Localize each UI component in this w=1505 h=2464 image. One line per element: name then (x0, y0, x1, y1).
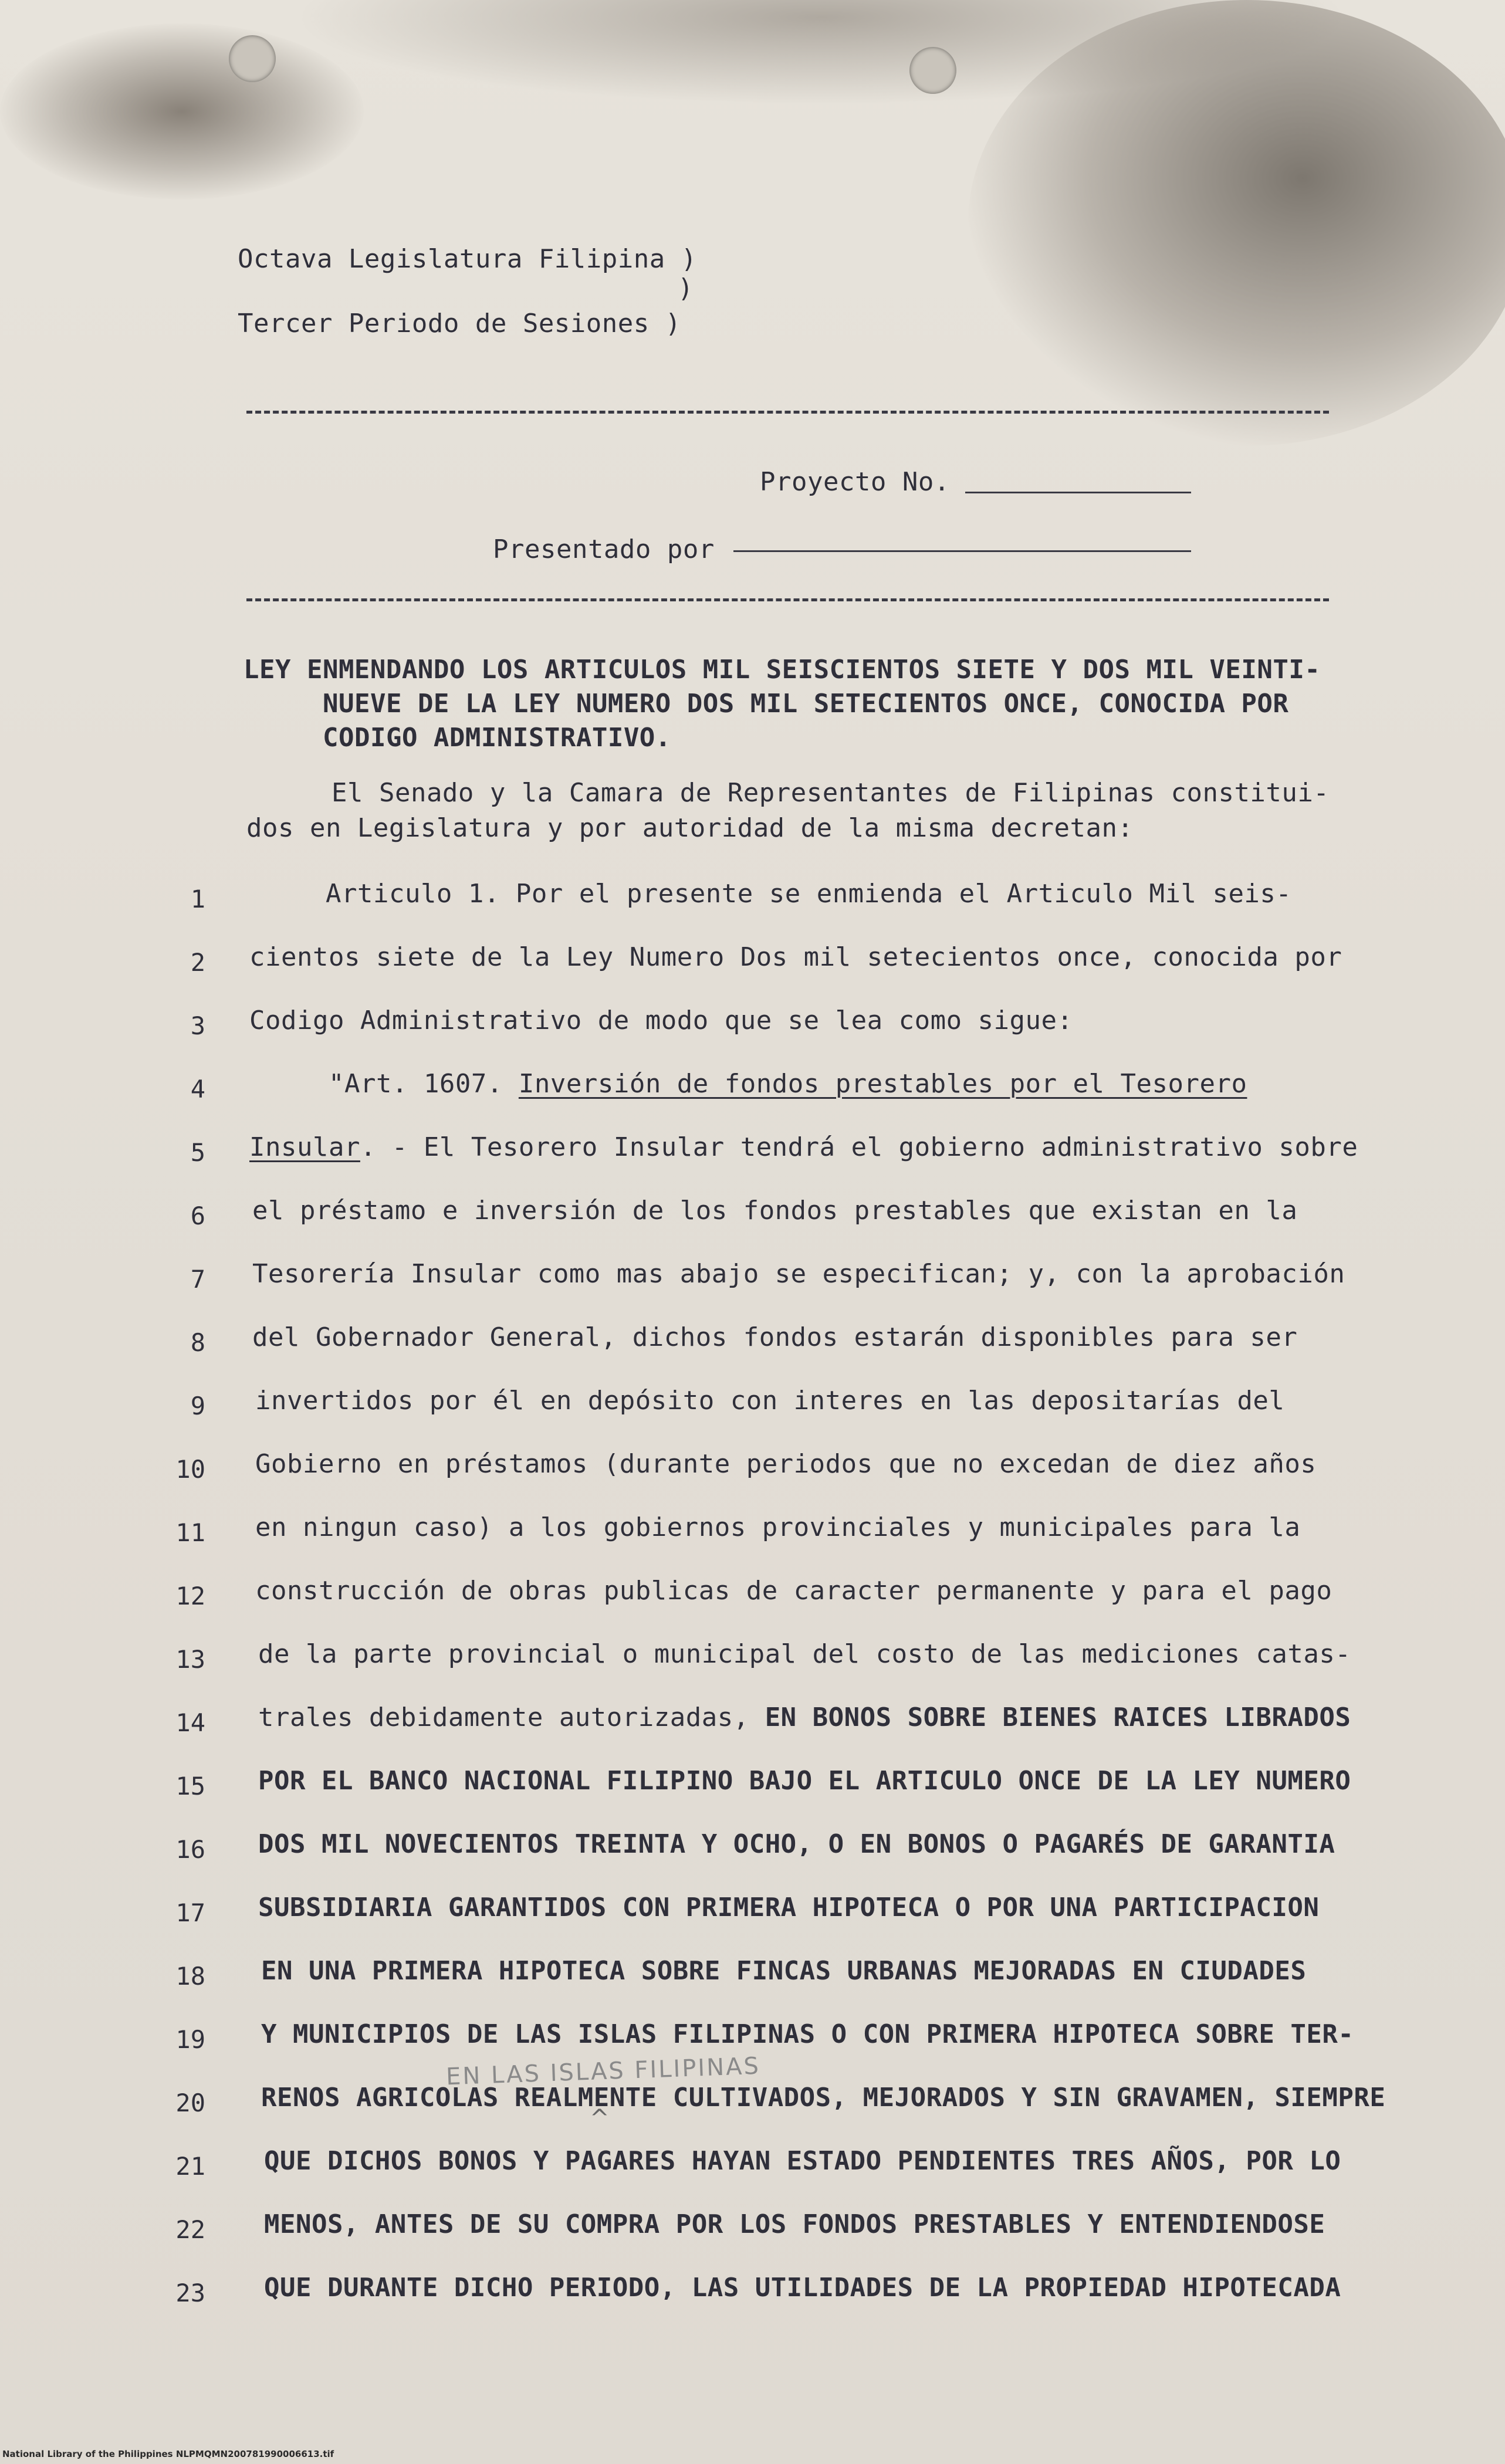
body-line: el préstamo e inversión de los fondos prestables que existan en la (252, 1196, 1298, 1226)
line-number: 6 (190, 1201, 205, 1230)
body-line: del Gobernador General, dichos fondos estarán disponibles para ser (252, 1322, 1298, 1352)
bill-title-line: CODIGO ADMINISTRATIVO. (323, 723, 671, 753)
legislature-name: Octava Legislatura Filipina ) (238, 244, 697, 274)
punch-hole (229, 35, 276, 82)
line-number: 8 (190, 1328, 205, 1357)
line-number: 9 (190, 1392, 205, 1420)
body-line (329, 1071, 1247, 1097)
line-number: 22 (175, 2215, 205, 2244)
line-number: 5 (190, 1138, 205, 1167)
line-number: 16 (175, 1835, 205, 1864)
line-number: 1 (190, 885, 205, 913)
water-stain (0, 23, 364, 199)
body-text: . - El Tesorero Insular tendrá el gobierno administrativo sobre (360, 1132, 1358, 1162)
insertion-caret: ^ (590, 2105, 610, 2132)
article-heading: Inversión de fondos prestables por el Tesorero (518, 1069, 1247, 1099)
line-number: 13 (175, 1645, 205, 1674)
punch-hole (909, 47, 956, 94)
line-number: 12 (175, 1582, 205, 1610)
line-number: 11 (175, 1518, 205, 1547)
amendment-line: POR EL BANCO NACIONAL FILIPINO BAJO EL ARTICULO ONCE DE LA LEY NUMERO (258, 1766, 1351, 1796)
proyecto-label: Proyecto No. (760, 467, 950, 497)
amendment-line: SUBSIDIARIA GARANTIDOS CON PRIMERA HIPOTECA O POR UNA PARTICIPACION (258, 1893, 1320, 1923)
amendment-line: RENOS AGRICOLAS REALMENTE CULTIVADOS, MEJORADOS Y SIN GRAVAMEN, SIEMPRE (261, 2083, 1386, 2113)
amendment-line: QUE DICHOS BONOS Y PAGARES HAYAN ESTADO PENDIENTES TRES AÑOS, POR LO (264, 2146, 1341, 2176)
proyecto-blank-line (965, 492, 1191, 493)
line-number: 14 (175, 1708, 205, 1737)
line-number: 4 (190, 1075, 205, 1104)
header-bracket: ) (678, 273, 694, 303)
body-line: Gobierno en préstamos (durante periodos que no excedan de diez años (255, 1449, 1317, 1479)
line-number: 17 (175, 1898, 205, 1927)
line-number: 20 (175, 2089, 205, 2117)
bill-title-line: NUEVE DE LA LEY NUMERO DOS MIL SETECIENTOS ONCE, CONOCIDA POR (323, 689, 1289, 719)
body-line: en ningun caso) a los gobiernos provinciales y municipales para la (255, 1512, 1301, 1542)
bill-title-line: LEY ENMENDANDO LOS ARTICULOS MIL SEISCIENTOS SIETE Y DOS MIL VEINTI- (243, 655, 1321, 685)
line-number: 7 (190, 1265, 205, 1294)
body-line: Articulo 1. Por el presente se enmienda el Articulo Mil seis- (326, 879, 1292, 909)
line-number: 18 (175, 1962, 205, 1991)
line-number: 21 (175, 2152, 205, 2181)
line-number: 15 (175, 1772, 205, 1800)
archive-footer: National Library of the Philippines NLPMQMN200781990006613.tif (2, 2449, 334, 2459)
article-heading: Insular (249, 1132, 360, 1162)
water-stain (293, 0, 1350, 106)
body-line (258, 1705, 1351, 1731)
amendment-line: EN UNA PRIMERA HIPOTECA SOBRE FINCAS URBANAS MEJORADAS EN CIUDADES (261, 1956, 1307, 1986)
water-stain (968, 0, 1505, 446)
article-number: "Art. 1607. (329, 1069, 519, 1099)
line-number: 23 (175, 2279, 205, 2307)
body-text: trales debidamente autorizadas, (258, 1703, 749, 1732)
line-number: 19 (175, 2025, 205, 2054)
body-line: Codigo Administrativo de modo que se lea como sigue: (249, 1006, 1073, 1035)
session-period: Tercer Periodo de Sesiones ) (238, 309, 681, 339)
body-line (249, 1132, 1358, 1162)
enacting-clause-line: El Senado y la Camara de Representantes de Filipinas constitui- (332, 778, 1330, 808)
handwritten-insertion: EN LAS ISLAS FILIPINAS (445, 2052, 761, 2091)
line-number: 2 (190, 948, 205, 977)
amendment-line: MENOS, ANTES DE SU COMPRA POR LOS FONDOS PRESTABLES Y ENTENDIENDOSE (264, 2209, 1325, 2239)
line-number: 3 (190, 1011, 205, 1040)
body-line: cientos siete de la Ley Numero Dos mil setecientos once, conocida por (249, 942, 1342, 972)
body-line: construcción de obras publicas de caracter permanente y para el pago (255, 1576, 1332, 1606)
amendment-text: EN BONOS SOBRE BIENES RAICES LIBRADOS (749, 1703, 1351, 1732)
dashed-divider (246, 411, 1329, 414)
dashed-divider (246, 598, 1329, 601)
presentado-label: Presentado por (493, 534, 715, 564)
body-line: de la parte provincial o municipal del costo de las mediciones catas- (258, 1639, 1351, 1669)
presentado-blank-line (733, 550, 1191, 552)
enacting-clause-line: dos en Legislatura y por autoridad de la misma decretan: (246, 813, 1134, 843)
amendment-line: Y MUNICIPIOS DE LAS ISLAS FILIPINAS O CON PRIMERA HIPOTECA SOBRE TER- (261, 2019, 1354, 2049)
line-number: 10 (175, 1455, 205, 1484)
amendment-line: QUE DURANTE DICHO PERIODO, LAS UTILIDADES DE LA PROPIEDAD HIPOTECADA (264, 2273, 1341, 2303)
body-line: Tesorería Insular como mas abajo se especifican; y, con la aprobación (252, 1259, 1345, 1289)
body-line: invertidos por él en depósito con interes en las depositarías del (255, 1386, 1285, 1416)
amendment-line: DOS MIL NOVECIENTOS TREINTA Y OCHO, O EN BONOS O PAGARÉS DE GARANTIA (258, 1829, 1335, 1859)
